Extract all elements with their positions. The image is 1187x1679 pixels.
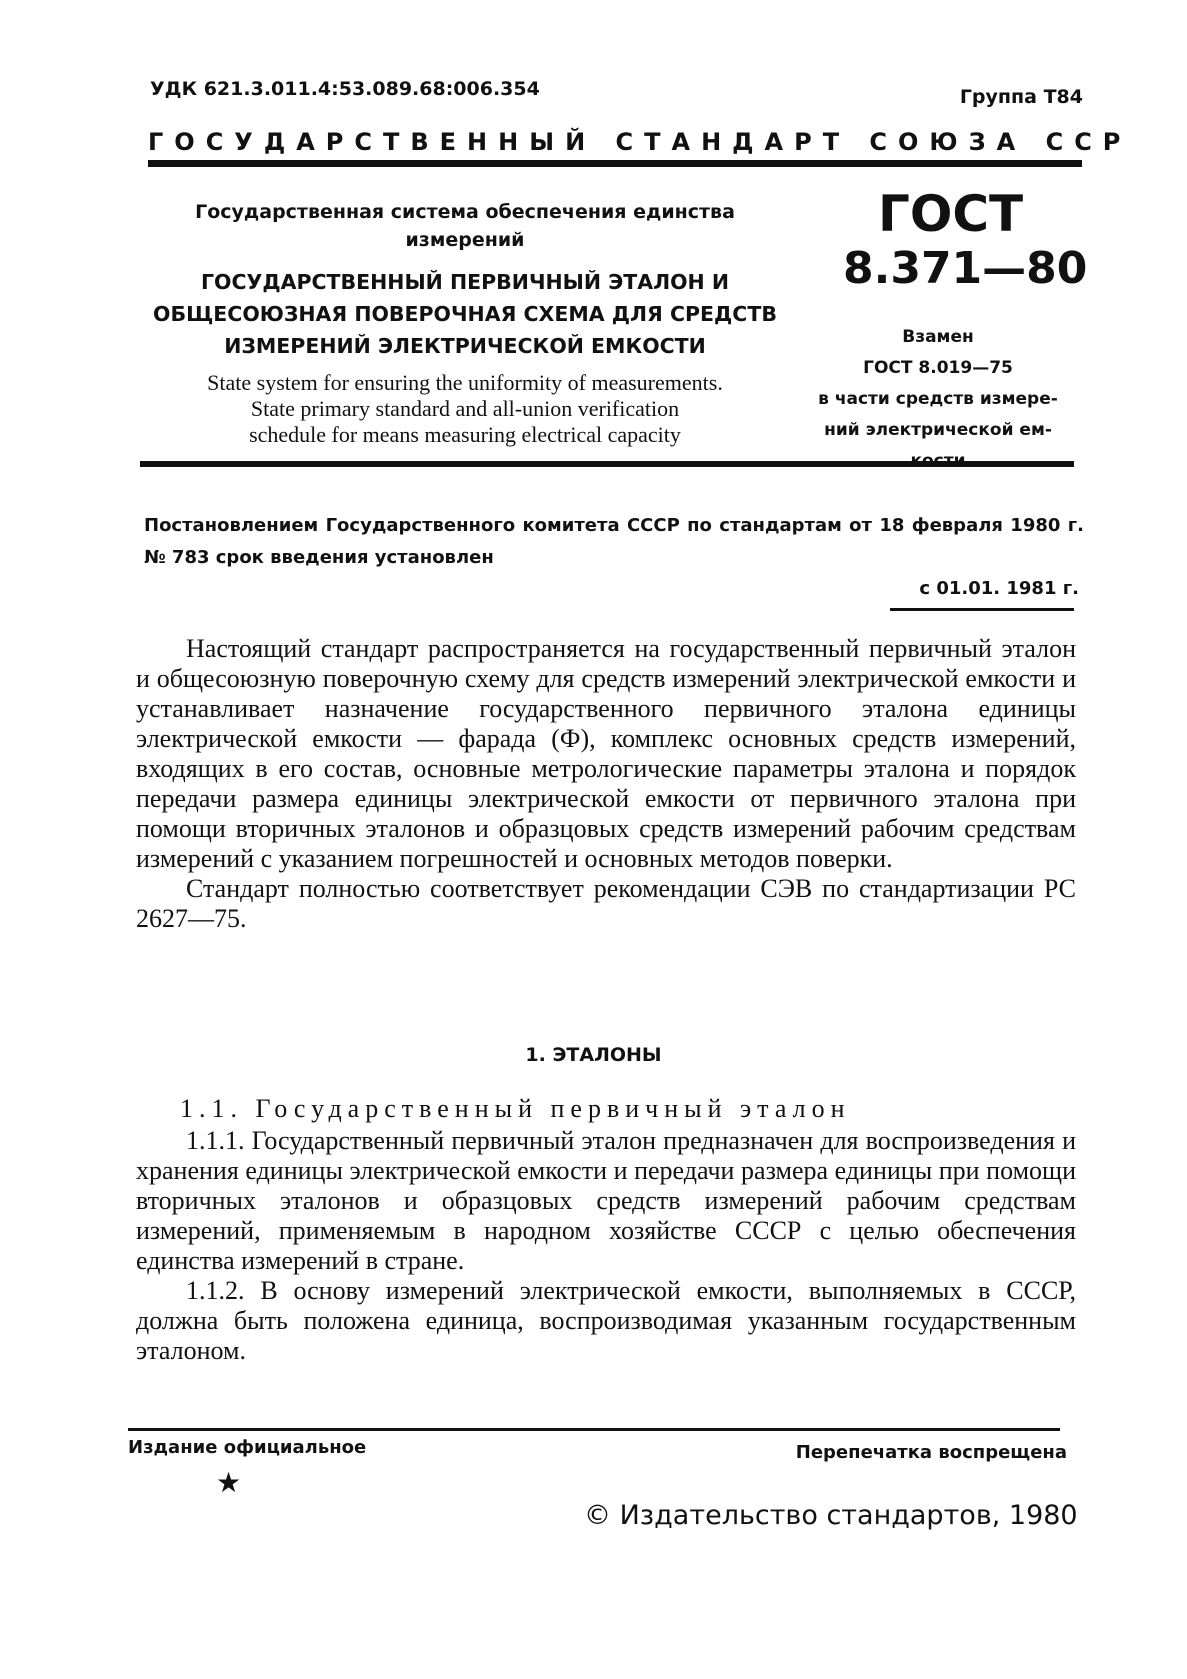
gost-number: 8.371—80 xyxy=(843,243,1088,294)
decree-text: Постановлением Государственного комитета СССР по стандартам от 18 февраля 1980 г. № 783 срок введения установлен xyxy=(144,515,1084,568)
star-icon: ★ xyxy=(216,1466,242,1499)
clause-1-1-2: 1.1.2. В основу измерений электрической емкости, выполняемых в СССР, должна быть положена единица, воспроизводимая указанным государственным эталоном. xyxy=(136,1276,1076,1365)
replacement-note xyxy=(790,322,1086,477)
clauses-section xyxy=(136,1126,1076,1366)
edition-label: Издание официальное xyxy=(128,1437,367,1458)
subsection-title: 1.1. Государственный первичный эталон xyxy=(180,1094,851,1123)
compliance-paragraph: Стандарт полностью соответствует рекомендации СЭВ по стандартизации РС 2627—75. xyxy=(136,874,1076,933)
replacement-line: ний электрической ем- xyxy=(824,420,1052,440)
intro-section xyxy=(136,634,1076,934)
replacement-line: Взамен xyxy=(902,327,974,347)
footer-divider xyxy=(128,1428,1060,1431)
document-title-line: ИЗМЕРЕНИЙ ЭЛЕКТРИЧЕСКОЙ ЕМКОСТИ xyxy=(224,334,706,358)
reprint-notice: Перепечатка воспрещена xyxy=(795,1442,1067,1463)
effective-date-underline xyxy=(890,608,1074,611)
english-title xyxy=(140,370,790,448)
document-title-line: ОБЩЕСОЮЗНАЯ ПОВЕРОЧНАЯ СХЕМА ДЛЯ СРЕДСТВ xyxy=(153,302,777,326)
replacement-line: в части средств измере- xyxy=(818,389,1058,409)
title-divider xyxy=(140,461,1074,467)
clause-1-1-1: 1.1.1. Государственный первичный эталон предназначен для воспроизведения и хранения единицы электрической емкости и передачи размера единицы при помощи вторичных эталонов и образцовых средств измерений рабочим средствам измерений, применяемым в народном хозяйстве СССР с целью обеспечения единства измерений в стране. xyxy=(136,1126,1076,1275)
header-divider xyxy=(148,160,1082,167)
english-title-line: State primary standard and all-union verification xyxy=(250,396,680,421)
document-title-line: ГОСУДАРСТВЕННЫЙ ПЕРВИЧНЫЙ ЭТАЛОН И xyxy=(200,270,729,294)
replacement-line: ГОСТ 8.019—75 xyxy=(863,358,1013,378)
document-title xyxy=(140,266,790,362)
intro-paragraph: Настоящий стандарт распространяется на государственный первичный эталон и общесоюзную поверочную схему для средств измерений электрической емкости и устанавливает назначение государственного первичного эталона единицы электрической емкости — фарада (Ф), комплекс основных средств измерений, входящих в его состав, основные метрологические параметры эталона и порядок передачи размера единицы электрической емкости от первичного эталона при помощи вторичных эталонов и образцовых средств измерений рабочим средствам измерений с указанием погрешностей и основных методов поверки. xyxy=(136,634,1076,873)
system-title-line: измерений xyxy=(405,229,525,251)
system-title-line: Государственная система обеспечения единства xyxy=(195,201,735,223)
english-title-line: State system for ensuring the uniformity of measurements. xyxy=(207,370,723,395)
section-title: 1. ЭТАЛОНЫ xyxy=(525,1044,662,1066)
udk-code: УДК 621.3.011.4:53.089.68:006.354 xyxy=(150,78,540,100)
english-title-line: schedule for means measuring electrical capacity xyxy=(249,422,681,447)
state-standard-heading: ГОСУДАРСТВЕННЫЙ СТАНДАРТ СОЮЗА ССР xyxy=(148,128,1132,156)
gost-label: ГОСТ xyxy=(878,185,1024,243)
group-code: Группа Т84 xyxy=(959,86,1083,108)
effective-date: с 01.01. 1981 г. xyxy=(919,578,1079,599)
publisher-copyright: © Издательство стандартов, 1980 xyxy=(584,1500,1078,1531)
system-title xyxy=(150,198,780,254)
